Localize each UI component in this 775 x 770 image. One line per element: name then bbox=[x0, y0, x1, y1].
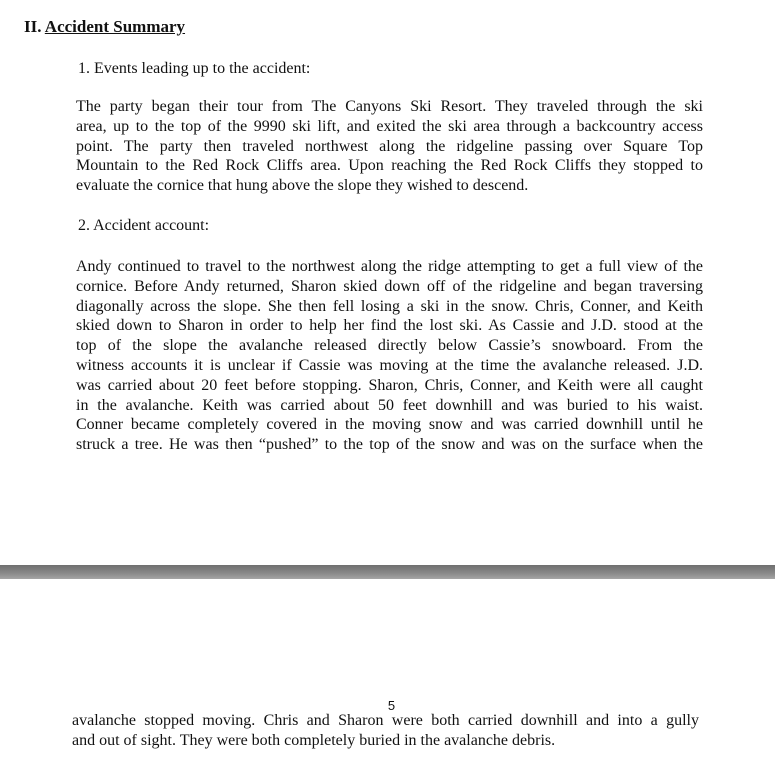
text-line: in the avalanche. Keith was carried about 50 feet downhill and was buried to his waist. bbox=[76, 396, 703, 414]
text-line: Conner became completely covered in the moving snow and was carried downhill until he bbox=[76, 416, 703, 434]
page-break-divider bbox=[0, 565, 775, 579]
text-line: top of the slope the avalanche released directly below Cassie’s snowboard. From the bbox=[76, 337, 703, 355]
text-line: and out of sight. They were both completely buried in the avalanche debris. bbox=[72, 731, 556, 749]
text-line: struck a tree. He was then “pushed” to the top of the snow and was on the surface when the bbox=[76, 436, 703, 454]
paragraph-events bbox=[76, 97, 703, 196]
subsection-heading-events: 1. Events leading up to the accident: bbox=[78, 60, 311, 77]
text-line: avalanche stopped moving. Chris and Sharon were both carried downhill and into a gully bbox=[72, 712, 699, 729]
text-line: was carried about 20 feet before stopping. Sharon, Chris, Conner, and Keith were all caught bbox=[76, 376, 703, 394]
text-line: The party began their tour from The Canyons Ski Resort. They traveled through the ski bbox=[76, 98, 703, 115]
text-line: Mountain to the Red Rock Cliffs area. Upon reaching the Red Rock Cliffs they stopped to bbox=[76, 157, 703, 175]
text-line: witness accounts it is unclear if Cassie was moving at the time the avalanche released. J.D. bbox=[76, 356, 703, 374]
text-line: Andy continued to travel to the northwest along the ridge attempting to get a full view of the bbox=[76, 258, 703, 275]
section-heading bbox=[24, 17, 185, 37]
text-line: area, up to the top of the 9990 ski lift, and exited the ski area through a backcountry access bbox=[76, 117, 703, 135]
text-line: diagonally across the slope. She then fell losing a ski in the snow. Chris, Conner, and Keith bbox=[76, 297, 703, 315]
text-line: skied down to Sharon in order to help her find the lost ski. As Cassie and J.D. stood at the bbox=[76, 317, 703, 335]
section-title: Accident Summary bbox=[44, 17, 186, 36]
text-line: point. The party then traveled northwest along the ridgeline passing over Square Top bbox=[76, 137, 703, 155]
paragraph-accident-account bbox=[76, 257, 703, 455]
text-line: cornice. Before Andy returned, Sharon skied down off of the ridgeline and began traversing bbox=[76, 277, 703, 295]
subsection-heading-accident: 2. Accident account: bbox=[78, 217, 210, 234]
section-number: II. bbox=[24, 17, 42, 36]
page-number: 5 bbox=[387, 698, 396, 713]
paragraph-continuation bbox=[72, 711, 699, 751]
text-line: evaluate the cornice that hung above the slope they wished to descend. bbox=[76, 177, 529, 195]
